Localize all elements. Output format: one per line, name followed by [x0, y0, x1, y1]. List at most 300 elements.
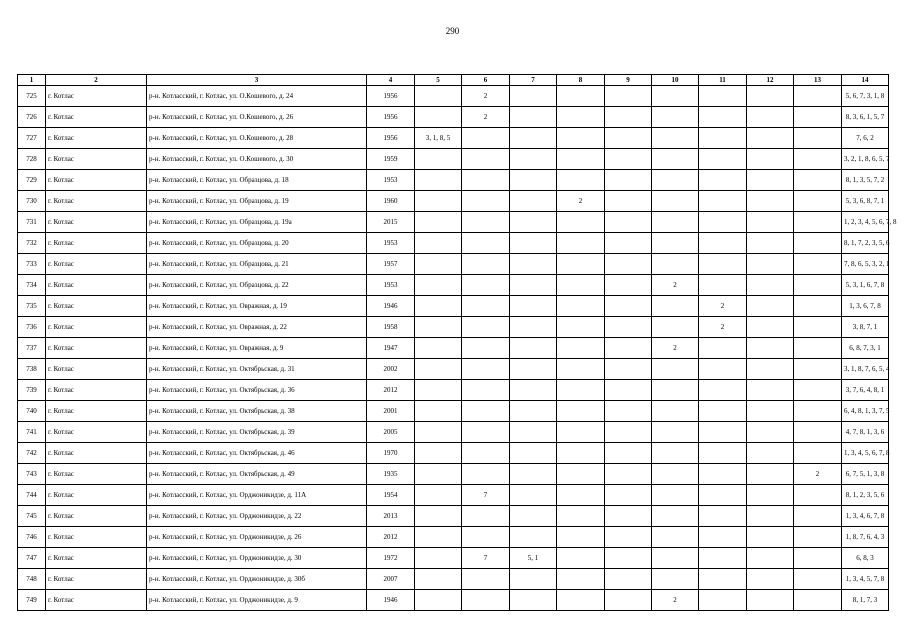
value-cell: [462, 401, 510, 422]
settlement-cell: г. Котлас: [46, 128, 147, 149]
value-cell: [557, 359, 605, 380]
value-cell: 2: [699, 296, 747, 317]
value-cell: [605, 233, 652, 254]
row-number-cell: 731: [18, 212, 46, 233]
value-cell: [415, 443, 462, 464]
address-cell: р-н. Котласский, г. Котлас, ул. Образцова, д. 20: [147, 233, 367, 254]
value-cell: [794, 170, 842, 191]
table-row: [18, 485, 889, 506]
value-cell: [510, 338, 557, 359]
value-cell: [415, 212, 462, 233]
value-cell: [557, 317, 605, 338]
sequence-cell: 8, 1, 7, 2, 3, 5, 6: [842, 233, 889, 254]
year-cell: 2007: [367, 569, 415, 590]
value-cell: [652, 443, 699, 464]
value-cell: [557, 338, 605, 359]
value-cell: [652, 296, 699, 317]
value-cell: [415, 149, 462, 170]
sequence-cell: 8, 1, 3, 5, 7, 2: [842, 170, 889, 191]
value-cell: [652, 485, 699, 506]
value-cell: [652, 464, 699, 485]
sequence-cell: 6, 4, 8, 1, 3, 7, 5: [842, 401, 889, 422]
row-number-cell: 735: [18, 296, 46, 317]
value-cell: [794, 422, 842, 443]
row-number-cell: 747: [18, 548, 46, 569]
value-cell: [747, 590, 794, 611]
value-cell: [557, 422, 605, 443]
address-cell: р-н. Котласский, г. Котлас, ул. Октябрьская, д. 49: [147, 464, 367, 485]
value-cell: 2: [652, 338, 699, 359]
row-number-cell: 728: [18, 149, 46, 170]
value-cell: 2: [462, 107, 510, 128]
value-cell: [510, 317, 557, 338]
year-cell: 1970: [367, 443, 415, 464]
value-cell: [794, 506, 842, 527]
value-cell: [747, 548, 794, 569]
value-cell: [699, 590, 747, 611]
row-number-cell: 737: [18, 338, 46, 359]
value-cell: [462, 317, 510, 338]
value-cell: [652, 401, 699, 422]
row-number-cell: 733: [18, 254, 46, 275]
page-number: 290: [445, 26, 460, 36]
value-cell: [747, 506, 794, 527]
value-cell: [699, 191, 747, 212]
table-row: [18, 170, 889, 191]
value-cell: [652, 506, 699, 527]
year-cell: 2001: [367, 401, 415, 422]
value-cell: [462, 506, 510, 527]
header-cell: 11: [699, 75, 747, 86]
table-row: [18, 233, 889, 254]
value-cell: [605, 191, 652, 212]
value-cell: 2: [652, 590, 699, 611]
value-cell: [557, 548, 605, 569]
value-cell: [510, 128, 557, 149]
value-cell: 3, 1, 8, 5: [415, 128, 462, 149]
value-cell: [747, 149, 794, 170]
year-cell: 1956: [367, 128, 415, 149]
value-cell: [747, 464, 794, 485]
address-cell: р-н. Котласский, г. Котлас, ул. Октябрьская, д. 31: [147, 359, 367, 380]
value-cell: [652, 254, 699, 275]
sequence-cell: 1, 3, 4, 5, 7, 8: [842, 569, 889, 590]
value-cell: [415, 401, 462, 422]
year-cell: 1960: [367, 191, 415, 212]
settlement-cell: г. Котлас: [46, 485, 147, 506]
row-number-cell: 734: [18, 275, 46, 296]
value-cell: [557, 212, 605, 233]
value-cell: [699, 443, 747, 464]
value-cell: [557, 590, 605, 611]
value-cell: [557, 506, 605, 527]
settlement-cell: г. Котлас: [46, 506, 147, 527]
table-row: [18, 590, 889, 611]
settlement-cell: г. Котлас: [46, 464, 147, 485]
value-cell: [794, 359, 842, 380]
value-cell: [510, 527, 557, 548]
year-cell: 2015: [367, 212, 415, 233]
address-cell: р-н. Котласский, г. Котлас, ул. Октябрьская, д. 38: [147, 401, 367, 422]
value-cell: [794, 317, 842, 338]
settlement-cell: г. Котлас: [46, 86, 147, 107]
row-number-cell: 725: [18, 86, 46, 107]
year-cell: 2012: [367, 527, 415, 548]
value-cell: [652, 86, 699, 107]
table-row: [18, 443, 889, 464]
header-cell: 3: [147, 75, 367, 86]
value-cell: [699, 569, 747, 590]
value-cell: [462, 380, 510, 401]
year-cell: 2005: [367, 422, 415, 443]
register-table: [17, 74, 897, 611]
table-row: [18, 359, 889, 380]
value-cell: [747, 485, 794, 506]
year-cell: 2002: [367, 359, 415, 380]
value-cell: [510, 464, 557, 485]
value-cell: [462, 359, 510, 380]
value-cell: [699, 380, 747, 401]
value-cell: [415, 86, 462, 107]
address-cell: р-н. Котласский, г. Котлас, ул. Овражная, д. 9: [147, 338, 367, 359]
row-number-cell: 748: [18, 569, 46, 590]
address-cell: р-н. Котласский, г. Котлас, ул. Овражная, д. 19: [147, 296, 367, 317]
value-cell: [747, 233, 794, 254]
value-cell: [699, 254, 747, 275]
value-cell: [699, 212, 747, 233]
header-cell: 9: [605, 75, 652, 86]
value-cell: [415, 590, 462, 611]
value-cell: [605, 401, 652, 422]
value-cell: [510, 401, 557, 422]
address-cell: р-н. Котласский, г. Котлас, ул. Октябрьская, д. 36: [147, 380, 367, 401]
value-cell: [652, 191, 699, 212]
value-cell: [605, 380, 652, 401]
value-cell: [652, 107, 699, 128]
year-cell: 1956: [367, 107, 415, 128]
address-cell: р-н. Котласский, г. Котлас, ул. Орджоникидзе, д. 26: [147, 527, 367, 548]
table-row: [18, 107, 889, 128]
header-cell: 5: [415, 75, 462, 86]
address-cell: р-н. Котласский, г. Котлас, ул. Образцова, д. 19а: [147, 212, 367, 233]
value-cell: [605, 86, 652, 107]
value-cell: [462, 128, 510, 149]
value-cell: [747, 401, 794, 422]
value-cell: [652, 422, 699, 443]
value-cell: [794, 107, 842, 128]
value-cell: [747, 359, 794, 380]
row-number-cell: 738: [18, 359, 46, 380]
value-cell: 2: [462, 86, 510, 107]
value-cell: [699, 170, 747, 191]
value-cell: [557, 128, 605, 149]
value-cell: [605, 254, 652, 275]
year-cell: 1972: [367, 548, 415, 569]
value-cell: [510, 191, 557, 212]
value-cell: [415, 527, 462, 548]
table-row: [18, 338, 889, 359]
row-number-cell: 739: [18, 380, 46, 401]
value-cell: [557, 170, 605, 191]
value-cell: [699, 464, 747, 485]
value-cell: [794, 212, 842, 233]
address-cell: р-н. Котласский, г. Котлас, ул. Орджоникидзе, д. 22: [147, 506, 367, 527]
value-cell: [794, 548, 842, 569]
address-cell: р-н. Котласский, г. Котлас, ул. Образцова, д. 22: [147, 275, 367, 296]
table-row: [18, 275, 889, 296]
header-cell: 6: [462, 75, 510, 86]
row-number-cell: 749: [18, 590, 46, 611]
table-row: [18, 212, 889, 233]
sequence-cell: 8, 1, 7, 3: [842, 590, 889, 611]
value-cell: [794, 485, 842, 506]
settlement-cell: г. Котлас: [46, 338, 147, 359]
value-cell: [510, 254, 557, 275]
value-cell: [699, 422, 747, 443]
value-cell: [747, 338, 794, 359]
value-cell: [462, 569, 510, 590]
table-row: [18, 128, 889, 149]
value-cell: [605, 422, 652, 443]
address-cell: р-н. Котласский, г. Котлас, ул. Октябрьская, д. 46: [147, 443, 367, 464]
table-row: [18, 569, 889, 590]
value-cell: [510, 443, 557, 464]
settlement-cell: г. Котлас: [46, 548, 147, 569]
value-cell: [652, 128, 699, 149]
year-cell: 1958: [367, 317, 415, 338]
value-cell: [557, 149, 605, 170]
value-cell: [794, 233, 842, 254]
value-cell: [510, 275, 557, 296]
row-number-cell: 742: [18, 443, 46, 464]
table-row: [18, 86, 889, 107]
value-cell: [794, 191, 842, 212]
sequence-cell: 7, 6, 2: [842, 128, 889, 149]
sequence-cell: 1, 3, 4, 5, 6, 7, 8: [842, 443, 889, 464]
header-cell: 4: [367, 75, 415, 86]
header-cell: 1: [18, 75, 46, 86]
value-cell: [510, 485, 557, 506]
sequence-cell: 6, 8, 3: [842, 548, 889, 569]
value-cell: [747, 296, 794, 317]
sequence-cell: 1, 2, 3, 4, 5, 6, 7, 8: [842, 212, 889, 233]
value-cell: [415, 485, 462, 506]
value-cell: [510, 233, 557, 254]
settlement-cell: г. Котлас: [46, 359, 147, 380]
sequence-cell: 5, 3, 6, 8, 7, 1: [842, 191, 889, 212]
value-cell: [794, 128, 842, 149]
settlement-cell: г. Котлас: [46, 317, 147, 338]
value-cell: [510, 170, 557, 191]
address-cell: р-н. Котласский, г. Котлас, ул. Орджоникидзе, д. 9: [147, 590, 367, 611]
value-cell: [747, 128, 794, 149]
header-cell: 2: [46, 75, 147, 86]
value-cell: [415, 170, 462, 191]
value-cell: [415, 317, 462, 338]
value-cell: [605, 128, 652, 149]
value-cell: [652, 527, 699, 548]
value-cell: [652, 548, 699, 569]
value-cell: 7: [462, 548, 510, 569]
year-cell: 1954: [367, 485, 415, 506]
value-cell: [510, 296, 557, 317]
value-cell: [747, 107, 794, 128]
row-number-cell: 745: [18, 506, 46, 527]
address-cell: р-н. Котласский, г. Котлас, ул. О.Кошевого, д. 26: [147, 107, 367, 128]
value-cell: [747, 191, 794, 212]
year-cell: 1957: [367, 254, 415, 275]
settlement-cell: г. Котлас: [46, 275, 147, 296]
value-cell: 7: [462, 485, 510, 506]
settlement-cell: г. Котлас: [46, 107, 147, 128]
year-cell: 1935: [367, 464, 415, 485]
value-cell: [557, 233, 605, 254]
value-cell: [794, 380, 842, 401]
value-cell: [462, 212, 510, 233]
value-cell: 2: [652, 275, 699, 296]
settlement-cell: г. Котлас: [46, 170, 147, 191]
value-cell: [794, 590, 842, 611]
value-cell: [652, 170, 699, 191]
address-cell: р-н. Котласский, г. Котлас, ул. О.Кошевого, д. 28: [147, 128, 367, 149]
value-cell: [652, 569, 699, 590]
value-cell: [510, 569, 557, 590]
value-cell: [462, 254, 510, 275]
year-cell: 1953: [367, 233, 415, 254]
value-cell: [462, 296, 510, 317]
value-cell: [652, 317, 699, 338]
value-cell: [652, 380, 699, 401]
table-row: [18, 506, 889, 527]
header-cell: 12: [747, 75, 794, 86]
year-cell: 1946: [367, 296, 415, 317]
value-cell: [462, 149, 510, 170]
settlement-cell: г. Котлас: [46, 401, 147, 422]
value-cell: [605, 275, 652, 296]
value-cell: [605, 212, 652, 233]
settlement-cell: г. Котлас: [46, 569, 147, 590]
value-cell: [747, 212, 794, 233]
value-cell: [605, 317, 652, 338]
value-cell: [605, 359, 652, 380]
value-cell: 2: [699, 317, 747, 338]
value-cell: [747, 254, 794, 275]
value-cell: [557, 569, 605, 590]
sequence-cell: 6, 7, 5, 1, 3, 8: [842, 464, 889, 485]
value-cell: [794, 527, 842, 548]
row-number-cell: 726: [18, 107, 46, 128]
year-cell: 1959: [367, 149, 415, 170]
value-cell: [415, 275, 462, 296]
value-cell: [794, 275, 842, 296]
value-cell: [462, 170, 510, 191]
value-cell: [415, 107, 462, 128]
settlement-cell: г. Котлас: [46, 422, 147, 443]
value-cell: [794, 149, 842, 170]
value-cell: [415, 359, 462, 380]
value-cell: [557, 464, 605, 485]
value-cell: [415, 233, 462, 254]
value-cell: [415, 380, 462, 401]
value-cell: 5, 1: [510, 548, 557, 569]
settlement-cell: г. Котлас: [46, 380, 147, 401]
year-cell: 1953: [367, 275, 415, 296]
year-cell: 1947: [367, 338, 415, 359]
value-cell: [415, 464, 462, 485]
address-cell: р-н. Котласский, г. Котлас, ул. Образцова, д. 18: [147, 170, 367, 191]
value-cell: [557, 107, 605, 128]
table-row: [18, 296, 889, 317]
value-cell: [747, 86, 794, 107]
value-cell: [699, 275, 747, 296]
value-cell: [462, 275, 510, 296]
address-cell: р-н. Котласский, г. Котлас, ул. Образцова, д. 19: [147, 191, 367, 212]
value-cell: [557, 296, 605, 317]
value-cell: [557, 485, 605, 506]
value-cell: [699, 86, 747, 107]
sequence-cell: 3, 1, 8, 7, 6, 5, 4: [842, 359, 889, 380]
value-cell: [415, 506, 462, 527]
value-cell: [699, 233, 747, 254]
value-cell: [415, 422, 462, 443]
value-cell: [462, 590, 510, 611]
value-cell: [510, 380, 557, 401]
value-cell: [557, 254, 605, 275]
year-cell: 2012: [367, 380, 415, 401]
table-row: [18, 464, 889, 485]
sequence-cell: 1, 3, 4, 6, 7, 8: [842, 506, 889, 527]
table-row: [18, 548, 889, 569]
value-cell: [462, 527, 510, 548]
value-cell: [605, 464, 652, 485]
table-row: [18, 380, 889, 401]
value-cell: [605, 443, 652, 464]
value-cell: [510, 149, 557, 170]
table-row: [18, 149, 889, 170]
value-cell: [699, 338, 747, 359]
sequence-cell: 5, 6, 7, 3, 1, 8: [842, 86, 889, 107]
table-row: [18, 527, 889, 548]
value-cell: [699, 128, 747, 149]
value-cell: [605, 485, 652, 506]
settlement-cell: г. Котлас: [46, 443, 147, 464]
value-cell: [557, 86, 605, 107]
sequence-cell: 1, 8, 7, 6, 4, 3: [842, 527, 889, 548]
value-cell: [652, 149, 699, 170]
value-cell: [747, 317, 794, 338]
value-cell: [699, 107, 747, 128]
sequence-cell: 8, 1, 2, 3, 5, 6: [842, 485, 889, 506]
year-cell: 1956: [367, 86, 415, 107]
value-cell: [794, 338, 842, 359]
settlement-cell: г. Котлас: [46, 212, 147, 233]
value-cell: [415, 548, 462, 569]
value-cell: [747, 527, 794, 548]
value-cell: [510, 506, 557, 527]
settlement-cell: г. Котлас: [46, 527, 147, 548]
table-row: [18, 422, 889, 443]
value-cell: [510, 590, 557, 611]
sequence-cell: 3, 2, 1, 8, 6, 5, 7: [842, 149, 889, 170]
address-cell: р-н. Котласский, г. Котлас, ул. О.Кошевого, д. 30: [147, 149, 367, 170]
row-number-cell: 746: [18, 527, 46, 548]
settlement-cell: г. Котлас: [46, 191, 147, 212]
sequence-cell: 5, 3, 1, 6, 7, 8: [842, 275, 889, 296]
value-cell: [699, 548, 747, 569]
value-cell: [652, 212, 699, 233]
value-cell: [794, 569, 842, 590]
value-cell: [605, 296, 652, 317]
